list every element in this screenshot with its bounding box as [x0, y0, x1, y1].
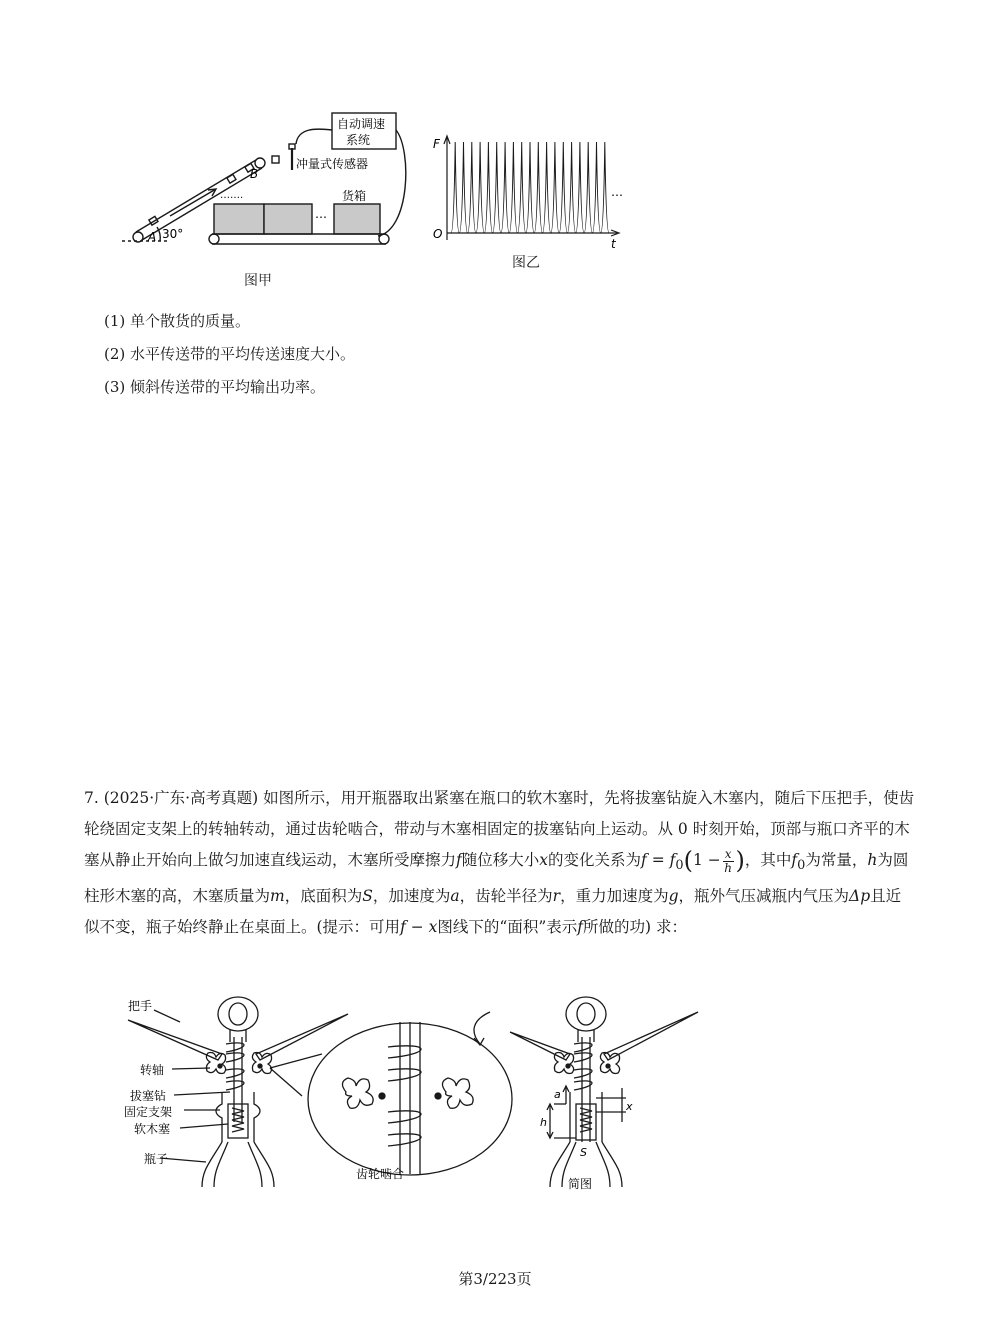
- label-dim-h: h: [540, 1116, 547, 1129]
- label-angle: 30°: [162, 227, 184, 241]
- caption-gear-mesh: 齿轮啮合: [356, 1167, 405, 1181]
- q7-formula-fraction: $\frac{x}{h}$: [724, 846, 732, 875]
- label-bracket: 固定支架: [124, 1105, 173, 1119]
- q7-f-again: f: [577, 918, 583, 937]
- q7-formula-one-minus: 1 −: [692, 851, 721, 869]
- label-pivot: 转轴: [140, 1063, 165, 1077]
- q7-text-9: ，齿轮半径为: [459, 887, 553, 906]
- q7-text-6: 为圆柱形木塞的高，木塞质量为: [84, 851, 909, 906]
- q7-formula-sub: 0: [675, 858, 684, 874]
- pulse-ellipsis: …: [611, 185, 623, 199]
- label-handle: 把手: [128, 999, 153, 1013]
- origin-label: O: [433, 227, 443, 241]
- ellipsis-boxes: …: [315, 207, 327, 221]
- svg-text:…….: …….: [220, 190, 244, 201]
- label-corkscrew: 拔塞钻: [130, 1089, 167, 1103]
- figure-wine-opener: [110, 992, 710, 1197]
- q7-text-4: ，其中: [744, 851, 792, 869]
- pulse-series-line: [451, 142, 609, 233]
- q7-text-1: 如图所示，用开瓶器取出紧塞在瓶口的软木塞时，先将拔塞钻旋入木塞内，随后下压把手，使齿轮绕固定支架上的转轴转动，通过齿轮啮合，带动与木塞相固定的拔塞钻向上运动。从 0 时刻开始，顶部与瓶口齐平的木塞从静止开始向上做匀加速直线运动，木塞所受摩擦力: [84, 789, 915, 869]
- label-auto-speed-2: 系统: [346, 133, 371, 147]
- label-dim-x: x: [626, 1100, 633, 1113]
- q7-var-f: f: [456, 851, 462, 869]
- q6-item-3: (3) 倾斜传送带的平均输出功率。: [104, 378, 326, 396]
- q7-var-x: x: [539, 851, 549, 869]
- axis-x-label: t: [611, 237, 616, 251]
- label-dim-a: a: [554, 1088, 561, 1101]
- caption-simple-diagram: 简图: [568, 1177, 593, 1191]
- q7-text-13: 图线下的“面积”表示: [437, 918, 578, 937]
- q7-text-7: ，底面积为: [284, 887, 363, 906]
- caption-figure-yi: 图乙: [512, 255, 540, 271]
- q7-text-11: ，瓶外气压减瓶内气压为: [678, 887, 850, 906]
- q7-formula-lhs: f = f: [641, 851, 676, 869]
- q7-var-a: a: [450, 887, 460, 906]
- caption-figure-jia: 图甲: [244, 273, 272, 289]
- q7-text-12: 且近似不变，瓶子始终静止在桌面上。(提示：可用: [84, 887, 902, 937]
- q7-var-g: g: [668, 887, 679, 906]
- label-auto-speed-1: 自动调速: [337, 117, 386, 131]
- label-dim-S: S: [580, 1146, 587, 1159]
- q7-text-14: 所做的功) 求：: [583, 918, 687, 937]
- label-bottle: 瓶子: [144, 1152, 169, 1166]
- q7-text-8: ，加速度为: [372, 887, 451, 906]
- label-point-b: B: [250, 167, 259, 181]
- q7-var-S: S: [362, 887, 373, 906]
- label-cork: 软木塞: [134, 1122, 171, 1136]
- q6-item-1: (1) 单个散货的质量。: [104, 312, 251, 330]
- q7-number: 7.: [84, 789, 99, 807]
- q7-paragraph: 7. (2025·广东·高考真题) 如图所示，用开瓶器取出紧塞在瓶口的软木塞时，先将拔塞钻旋入木塞内，随后下压把手，使齿轮绕固定支架上的转轴转动，通过齿轮啮合，带动与木塞相固定的拔塞钻向上运动。从 0 时刻开始，顶部与瓶口齐平的木塞从静止开始向上做匀加速直线运动，木塞所受摩擦力f随位移大小x的变化关系为$f = f_0(1$ − $\frac{x}{h}$ )，其中$f_0$为常量，h为圆柱形木塞的高，木塞质量为m，底面积为S，加速度为a，齿轮半径为r，重力加速度为g，瓶外气压减瓶内气压为Δp且近似不变，瓶子始终静止在桌面上。(提示：可用f − x图线下的“面积”表示f所做的功) 求：: [84, 789, 915, 937]
- q7-var-h: h: [867, 851, 878, 869]
- figure-conveyor: [110, 110, 420, 290]
- label-point-a: A: [148, 230, 157, 244]
- axis-y-label: F: [433, 137, 440, 151]
- q7-var-m: m: [270, 887, 285, 906]
- q7-text-2: 随位移大小: [461, 851, 540, 869]
- figure-pulse-graph: [425, 128, 635, 253]
- page-number: 第3/223页: [458, 1270, 532, 1288]
- q7-source: (2025·广东·高考真题): [103, 789, 259, 807]
- q7-var-dp: Δp: [849, 887, 871, 906]
- q7-var-r: r: [552, 887, 561, 906]
- q7-f0: f: [791, 851, 798, 869]
- q7-text-3: 的变化关系为: [548, 851, 642, 869]
- q6-item-2: (2) 水平传送带的平均传送速度大小。: [104, 345, 356, 363]
- label-cargo-box: 货箱: [342, 189, 367, 203]
- q7-fx: f − x: [400, 918, 438, 937]
- label-sensor: 冲量式传感器: [296, 157, 369, 171]
- q7-text-5: 为常量，: [805, 851, 868, 869]
- q7-text-10: ，重力加速度为: [560, 887, 669, 906]
